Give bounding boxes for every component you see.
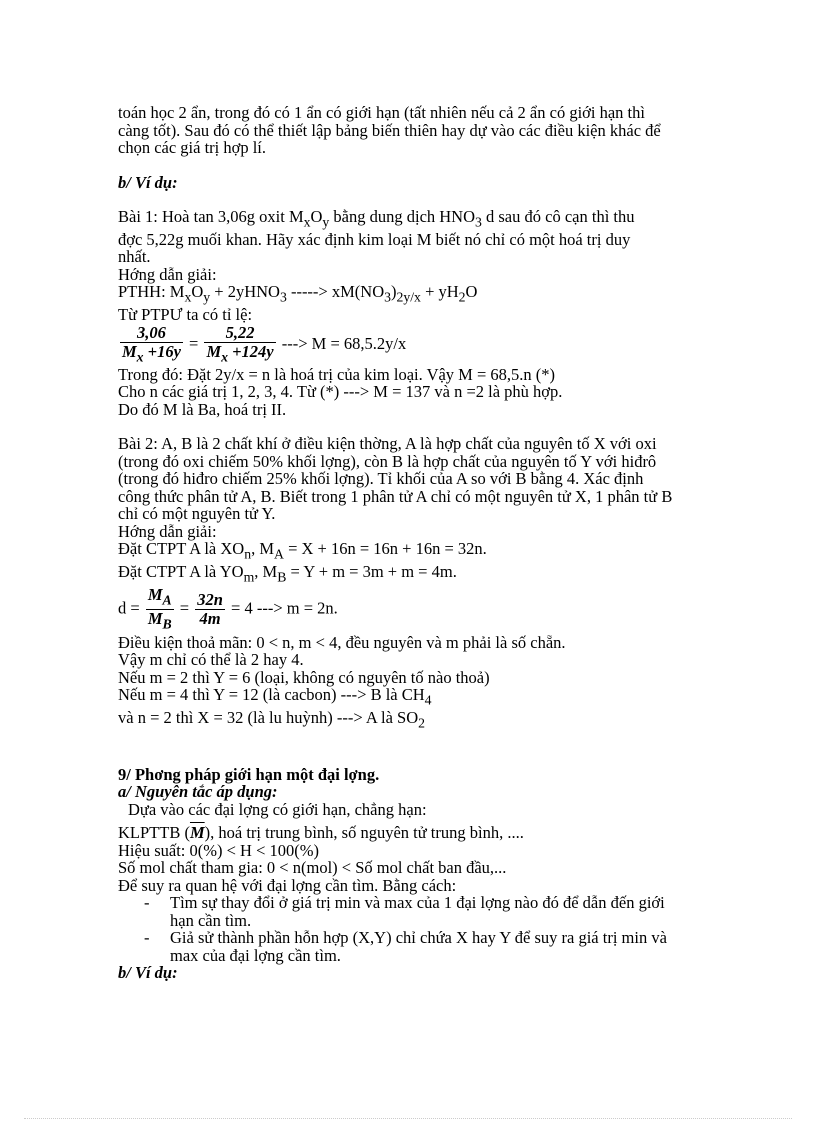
list-item-continuation: max của đại lợng cần tìm. — [170, 945, 341, 965]
bai2-line: (trong đó oxi chiếm 50% khối lợng), còn B là hợp chất của nguyên tố Y với hiđrô — [118, 451, 657, 471]
average-mass-symbol: $\overline{M}$ — [189, 823, 205, 843]
bai1-result: Trong đó: Đặt 2y/x = n là hoá trị của kim loại. Vậy M = 68,5.n (*) — [118, 364, 556, 384]
bai1-line1: Bài 1: Hoà tan 3,06g oxit $M_xO_y$ bằng dung dịch $HNO_3$ d sau đó cô cạn thì thu — [118, 207, 635, 230]
fraction: $\frac{M_A}{M_B}$ — [147, 585, 172, 632]
intro-line: chọn các giá trị hợp lí. — [118, 138, 267, 157]
bai1-result: Cho n các giá trị 1, 2, 3, 4. Từ (*) ---> M = 137 và n =2 là phù hợp. — [118, 382, 563, 402]
bai2-condition: Nếu m = 2 thì Y = 6 (loại, không có nguyên tố nào thoả) — [118, 667, 490, 687]
intro-line: càng tốt). Sau đó có thể thiết lập bảng biến thiên hay dự vào các điều kiện khác để — [118, 120, 661, 140]
bai2-line: (trong đó hiđro chiếm 25% khối lợng). Tỉ khối của A so với B bằng 4. Xác định — [118, 469, 644, 489]
bai1-ratio-intro: Từ PTPƯ ta có tỉ lệ: — [118, 305, 253, 325]
section9-text: Dựa vào các đại lợng có giới hạn, chẳng hạn: — [128, 799, 427, 819]
bai2-step: Đặt CTPT A là $XO_n$, $M_A = X + 16n = 16n + 16n = 32n$. — [118, 539, 487, 562]
bai2-line: công thức phân tử A, B. Biết trong 1 phân tử A chỉ có một nguyên tử X, 1 phân tử B — [118, 486, 673, 506]
bai2-condition: và n = 2 thì X = 32 (là lu huỳnh) ---> A là $SO_2$ — [118, 707, 426, 731]
section9-text: KLPTTB $(\overline{M})$, hoá trị trung bình, số nguyên tử trung bình, .... — [118, 823, 524, 843]
list-item: - Giả sử thành phần hỗn hợp (X,Y) chỉ chứa X hay Y để suy ra giá trị min và — [144, 928, 667, 948]
bai1-line2: đợc 5,22g muối khan. Hãy xác định kim loại M biết nó chỉ có một hoá trị duy — [118, 229, 631, 249]
document-page — [118, 104, 758, 982]
list-item: - Tìm sự thay đổi ở giá trị min và max của 1 đại lợng nào đó để dẫn đến giới — [144, 893, 665, 913]
bai1-guide: Hớng dẫn giải: — [118, 264, 217, 284]
bai1-line3: nhất. — [118, 247, 151, 267]
intro-line: toán học 2 ẩn, trong đó có 1 ẩn có giới hạn (tất nhiên nếu cả 2 ẩn có giới hạn thì — [118, 103, 645, 122]
bai2-condition: Nếu m = 4 thì Y = 12 (là cacbon) ---> B là $CH_4$ — [118, 685, 432, 708]
page-bottom-divider — [24, 1118, 792, 1119]
bai1-fraction-line: $\frac{3,06}{M_x +16y}$ = $\frac{5,22}{M_x +124y}$ ---> M = 68,5.2y/x — [122, 322, 407, 364]
bai2-line: chỉ có một nguyên tử Y. — [118, 504, 276, 524]
section9-text: Số mol chất tham gia: 0 < n(mol) < Số mol chất ban đầu,... — [118, 858, 507, 878]
list-item-continuation: hạn cần tìm. — [170, 910, 252, 930]
fraction: $\frac{5,22}{M_x +124y}$ — [206, 322, 274, 364]
section9-text: Để suy ra quan hệ với đại lợng cần tìm. Bằng cách: — [118, 875, 457, 895]
bai2-condition: Vậy m chỉ có thể là 2 hay 4. — [118, 650, 304, 670]
section-b-heading: b/ Ví dụ: — [118, 172, 178, 192]
bai2-fraction-line: d = $\frac{M_A}{M_B}$ = $\frac{32n}{4m}$ = 4 ---> m = 2n. — [118, 585, 338, 632]
bai1-equation: PTHH: $M_xO_y$ + 2yHNO$_3$ -----> $xM(NO_3)_{2y/x} + yH_2O$ — [118, 282, 478, 305]
bai2-guide: Hớng dẫn giải: — [118, 521, 217, 541]
bai2-line: Bài 2: A, B là 2 chất khí ở điều kiện thờng, A là hợp chất của nguyên tố X với oxi — [118, 434, 657, 454]
section9-text: Hiệu suất: 0(%) < H < 100(%) — [118, 840, 319, 860]
section9-sub-a: a/ Nguyên tắc áp dụng: — [118, 782, 278, 802]
bai2-condition: Điều kiện thoả mãn: 0 < n, m < 4, đều nguyên và m phải là số chẵn. — [118, 632, 566, 652]
section9-heading: 9/ Phơng pháp giới hạn một đại lợng. — [118, 764, 380, 784]
bai2-step: Đặt CTPT A là $YO_m$, $M_B = Y + m = 3m + m = 4m$. — [118, 562, 457, 585]
fraction: $\frac{3,06}{M_x +16y}$ — [122, 322, 181, 364]
fraction: $\frac{32n}{4m}$ — [197, 590, 223, 629]
bai1-result: Do đó M là Ba, hoá trị II. — [118, 399, 287, 419]
section9-sub-b: b/ Ví dụ: — [118, 963, 178, 983]
